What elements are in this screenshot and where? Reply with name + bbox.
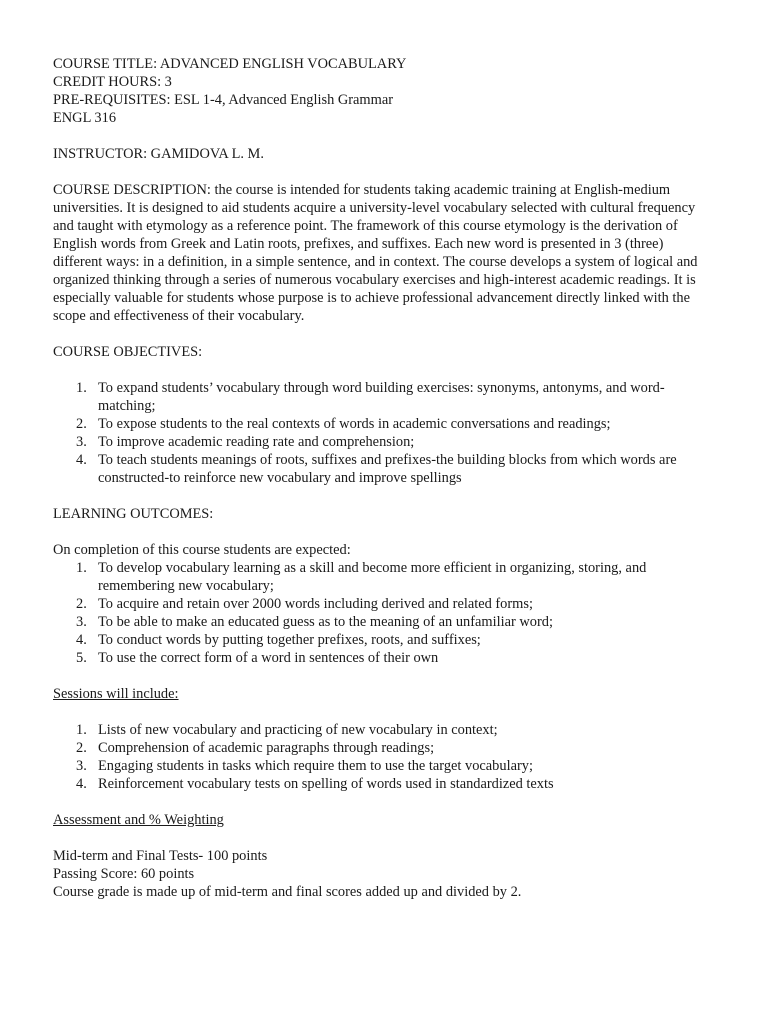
list-item	[53, 757, 725, 775]
list-item-line: Reinforcement vocabulary tests on spelling of words used in standardized texts	[98, 776, 554, 792]
description-line: and taught with etymology as a reference point. The framework of this course etymology is the derivation of	[53, 218, 678, 234]
syllabus-page	[53, 55, 725, 901]
outcomes-heading: LEARNING OUTCOMES:	[53, 506, 214, 522]
list-number: 3.	[76, 758, 87, 774]
list-number: 2.	[76, 416, 87, 432]
sessions-heading: Sessions will include:	[53, 686, 179, 702]
list-number: 2.	[76, 740, 87, 756]
objectives-heading: COURSE OBJECTIVES:	[53, 344, 203, 360]
course-title: COURSE TITLE: ADVANCED ENGLISH VOCABULARY	[53, 56, 407, 72]
description-line: English words from Greek and Latin roots, prefixes, and suffixes. Each new word is presented in 3 (three)	[53, 236, 664, 252]
list-number: 3.	[76, 434, 87, 450]
course-code: ENGL 316	[53, 110, 117, 126]
list-item-line: To teach students meanings of roots, suffixes and prefixes-the building blocks from which words are	[98, 452, 677, 468]
list-item-line: Comprehension of academic paragraphs through readings;	[98, 740, 435, 756]
list-item	[53, 739, 725, 757]
sessions-list	[53, 721, 725, 793]
description-line: especially valuable for students whose purpose is to achieve professional advancement directly linked with the	[53, 290, 690, 306]
list-item-line: matching;	[98, 398, 156, 414]
list-item	[53, 775, 725, 793]
list-item	[53, 613, 725, 631]
assessment-tests: Mid-term and Final Tests- 100 points	[53, 848, 268, 864]
course-description	[53, 181, 725, 325]
list-item-line: To be able to make an educated guess as to the meaning of an unfamiliar word;	[98, 614, 553, 630]
list-item-line: remembering new vocabulary;	[98, 578, 274, 594]
prerequisites: PRE-REQUISITES: ESL 1-4, Advanced English Grammar	[53, 92, 393, 108]
list-item-line: To use the correct form of a word in sentences of their own	[98, 650, 439, 666]
objectives-list	[53, 379, 725, 487]
list-item	[53, 649, 725, 667]
list-item	[53, 721, 725, 739]
list-item-line: To expose students to the real contexts of words in academic conversations and readings;	[98, 416, 611, 432]
list-number: 4.	[76, 632, 87, 648]
assessment-grade: Course grade is made up of mid-term and final scores added up and divided by 2.	[53, 884, 522, 900]
list-item	[53, 415, 725, 433]
list-number: 4.	[76, 452, 87, 468]
list-item	[53, 631, 725, 649]
list-item-line: constructed-to reinforce new vocabulary and improve spellings	[98, 470, 462, 486]
description-line: organized thinking through a series of numerous vocabulary exercises and high-interest academic readings. It is	[53, 272, 696, 288]
list-number: 1.	[76, 560, 87, 576]
list-item	[53, 451, 725, 487]
list-item	[53, 559, 725, 595]
assessment-heading: Assessment and % Weighting	[53, 812, 224, 828]
list-item-line: Lists of new vocabulary and practicing of new vocabulary in context;	[98, 722, 498, 738]
list-item-line: To expand students’ vocabulary through word building exercises: synonyms, antonyms, and word-	[98, 380, 665, 396]
list-number: 5.	[76, 650, 87, 666]
list-item-line: To improve academic reading rate and comprehension;	[98, 434, 415, 450]
outcomes-list	[53, 559, 725, 667]
description-line: COURSE DESCRIPTION: the course is intended for students taking academic training at English-medium	[53, 182, 671, 198]
assessment-passing: Passing Score: 60 points	[53, 866, 195, 882]
list-item	[53, 595, 725, 613]
description-line: scope and effectiveness of their vocabulary.	[53, 308, 305, 324]
list-item	[53, 433, 725, 451]
outcomes-intro: On completion of this course students are expected:	[53, 542, 351, 558]
list-item-line: To conduct words by putting together prefixes, roots, and suffixes;	[98, 632, 481, 648]
list-number: 1.	[76, 380, 87, 396]
list-item-line: Engaging students in tasks which require them to use the target vocabulary;	[98, 758, 533, 774]
list-item-line: To acquire and retain over 2000 words including derived and related forms;	[98, 596, 533, 612]
list-number: 1.	[76, 722, 87, 738]
credit-hours: CREDIT HOURS: 3	[53, 74, 172, 90]
description-line: universities. It is designed to aid students acquire a university-level vocabulary selected with cultural frequency	[53, 200, 696, 216]
list-item-line: To develop vocabulary learning as a skill and become more efficient in organizing, storing, and	[98, 560, 647, 576]
description-line: different ways: in a definition, in a simple sentence, and in context. The course develops a system of logical and	[53, 254, 698, 270]
list-item	[53, 379, 725, 415]
list-number: 2.	[76, 596, 87, 612]
list-number: 3.	[76, 614, 87, 630]
list-number: 4.	[76, 776, 87, 792]
instructor: INSTRUCTOR: GAMIDOVA L. M.	[53, 146, 264, 162]
